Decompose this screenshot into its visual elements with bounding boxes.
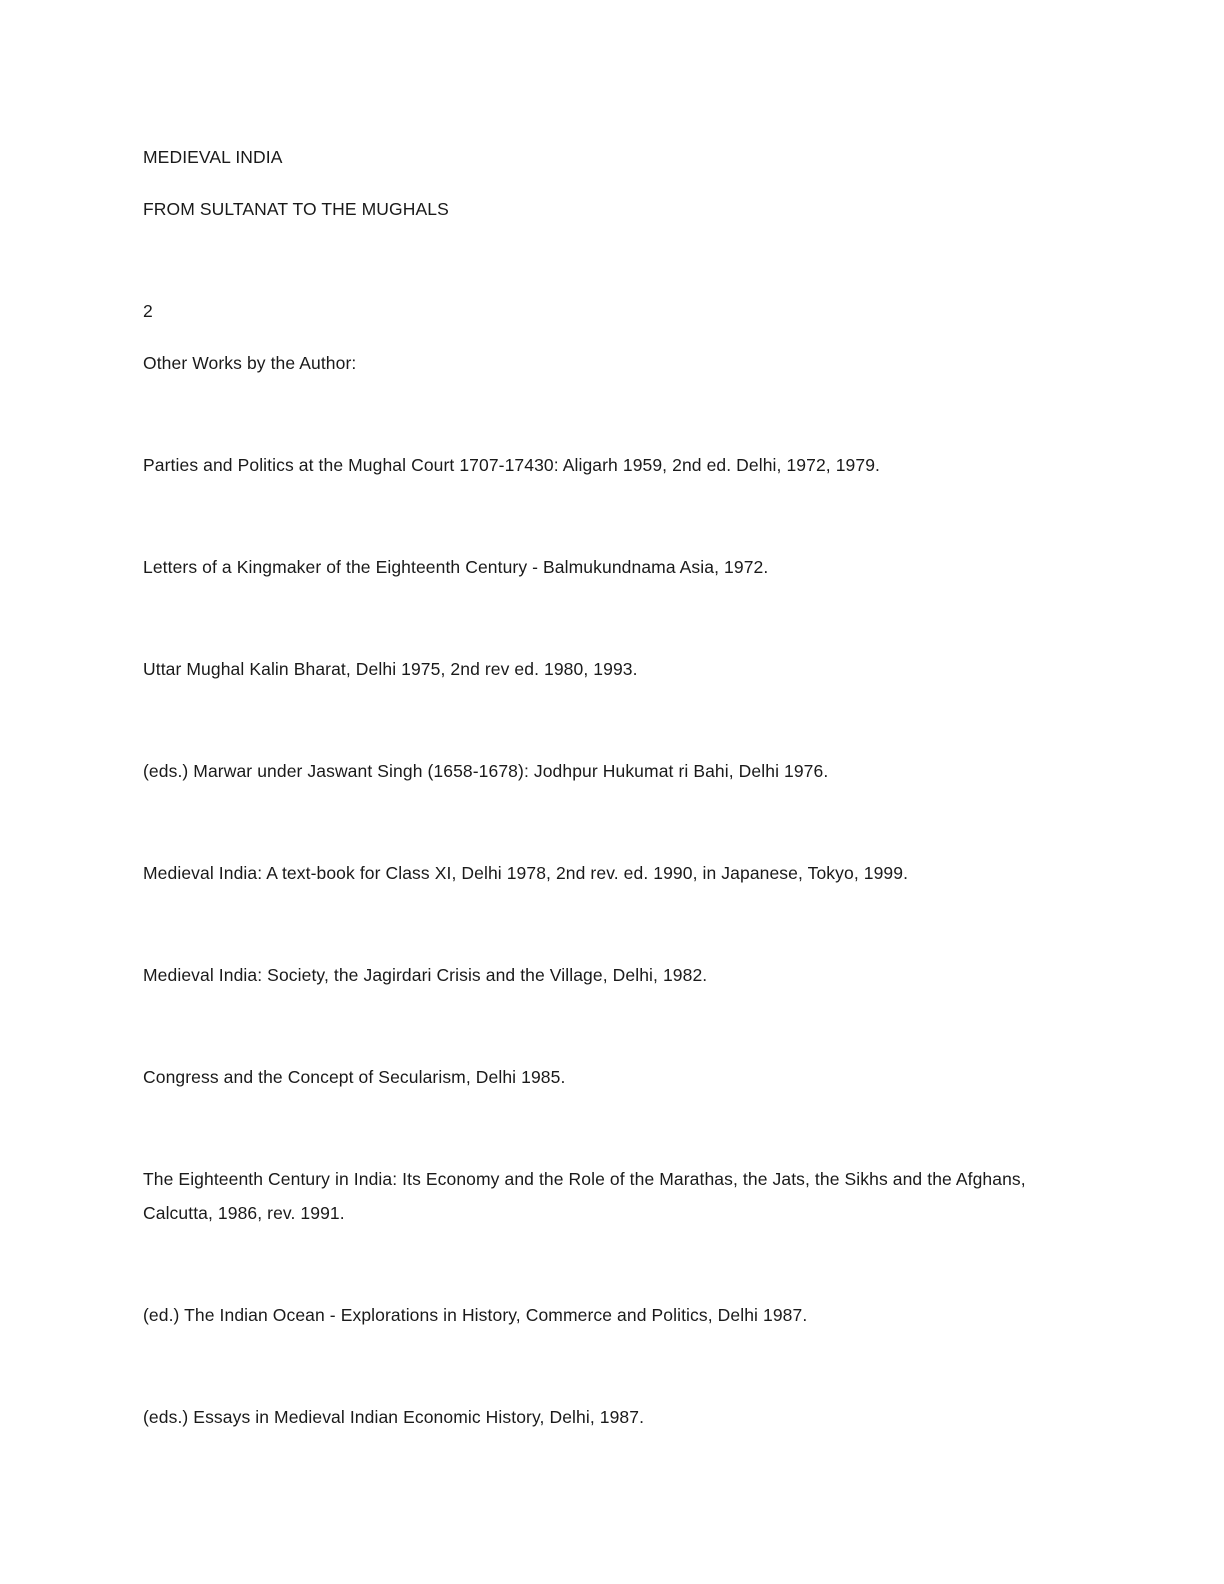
page-number: 2: [143, 301, 153, 321]
work-entry-9: (ed.) The Indian Ocean - Explorations in History, Commerce and Politics, Delhi 1987.: [143, 1305, 808, 1325]
work-entry-6: Medieval India: Society, the Jagirdari Crisis and the Village, Delhi, 1982.: [143, 965, 708, 985]
section-heading: Other Works by the Author:: [143, 353, 357, 373]
work-entry-10: (eds.) Essays in Medieval Indian Economic History, Delhi, 1987.: [143, 1407, 645, 1427]
work-entry-4: (eds.) Marwar under Jaswant Singh (1658-1678): Jodhpur Hukumat ri Bahi, Delhi 1976.: [143, 761, 829, 781]
book-title-line-1: MEDIEVAL INDIA: [143, 147, 283, 167]
work-entry-2: Letters of a Kingmaker of the Eighteenth Century - Balmukundnama Asia, 1972.: [143, 557, 769, 577]
work-entry-1: Parties and Politics at the Mughal Court 1707-17430: Aligarh 1959, 2nd ed. Delhi, 1972, 1979.: [143, 455, 881, 475]
work-entry-3: Uttar Mughal Kalin Bharat, Delhi 1975, 2nd rev ed. 1980, 1993.: [143, 659, 638, 679]
work-entry-7: Congress and the Concept of Secularism, Delhi 1985.: [143, 1067, 566, 1087]
book-title-line-2: FROM SULTANAT TO THE MUGHALS: [143, 199, 449, 219]
work-entry-5: Medieval India: A text-book for Class XI, Delhi 1978, 2nd rev. ed. 1990, in Japanese, Tokyo, 1999.: [143, 863, 909, 883]
work-entry-8: The Eighteenth Century in India: Its Economy and the Role of the Marathas, the Jats, the Sikhs and the Afghans, Calcutta, 1986, rev. 1991.: [143, 1169, 1026, 1223]
